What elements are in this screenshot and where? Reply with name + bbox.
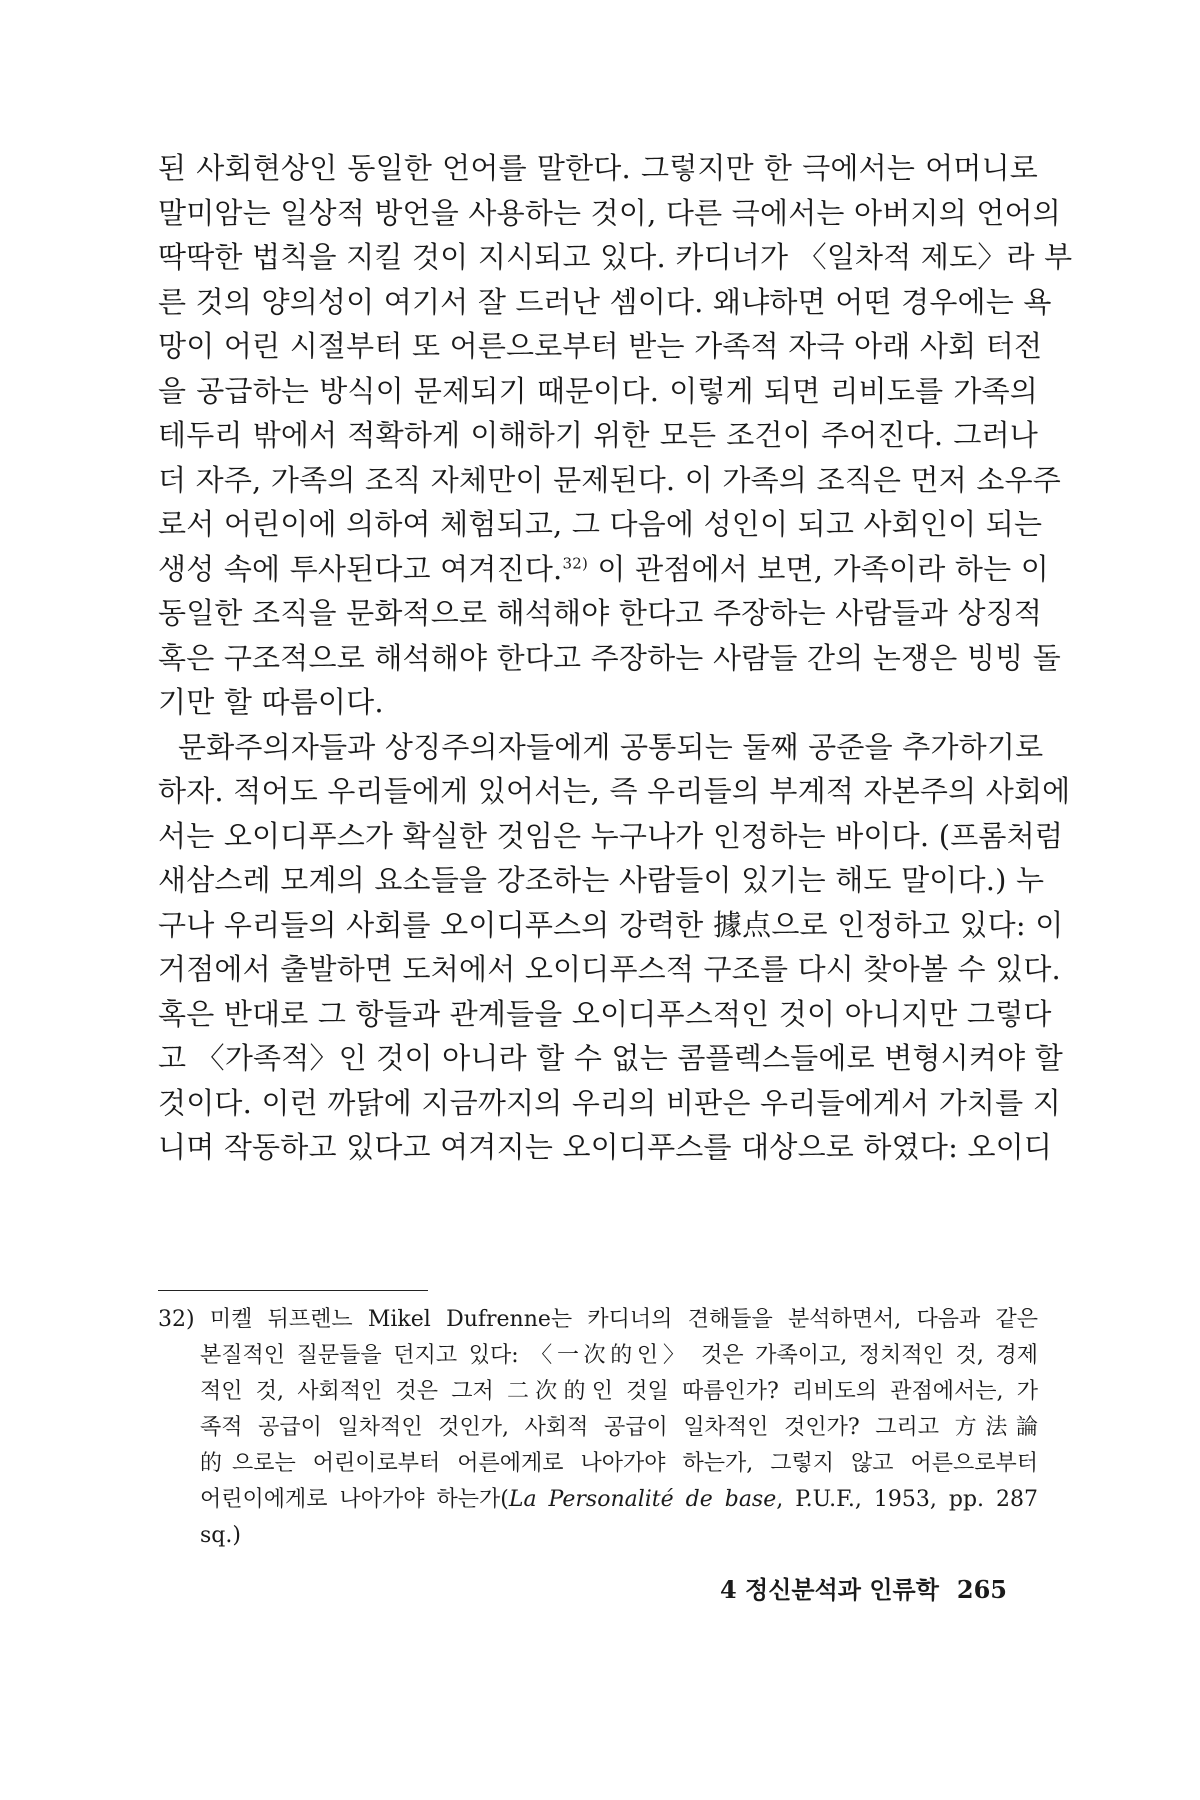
footnote-line: 적인 것, 사회적인 것은 그저 二次的인 것일 따름인가? 리비도의 관점에서는, 가 — [200, 1379, 1038, 1404]
text-line: 로서 어린이에 의하여 체험되고, 그 다음에 성인이 되고 사회인이 되는 — [158, 507, 1043, 541]
footnote-segment: , P.U.F., 1953, pp. 287 — [776, 1487, 1038, 1512]
text-line: 말미암는 일상적 방언을 사용하는 것이, 다른 극에서는 아버지의 언어의 — [158, 195, 1061, 230]
text-line: 동일한 조직을 문화적으로 해석해야 한다고 주장하는 사람들과 상징적 — [158, 596, 1043, 630]
text-line: 테두리 밖에서 적확하게 이해하기 위한 모든 조건이 주어진다. 그러나 — [158, 418, 1038, 452]
main-text — [158, 146, 1073, 1170]
text-line: 된 사회현상인 동일한 언어를 말한다. 그렇지만 한 극에서는 어머니로 — [158, 151, 1038, 185]
text-line: 혹은 반대로 그 항들과 관계들을 오이디푸스적인 것이 아니지만 그렇다 — [158, 996, 1052, 1031]
footnote-line: 족적 공급이 일차적인 것인가, 사회적 공급이 일차적인 것인가? 그리고 方法論 — [200, 1415, 1038, 1440]
page-number: 265 — [956, 1575, 1007, 1604]
text-line: 거점에서 출발하면 도처에서 오이디푸스적 구조를 다시 찾아볼 수 있다. — [158, 952, 1061, 986]
text-line-with-footnote-ref — [158, 547, 1049, 592]
text-line: 것이다. 이런 까닭에 지금까지의 우리의 비판은 우리들에게서 가치를 지 — [158, 1085, 1061, 1120]
footnote-line: 본질적인 질문들을 던지고 있다: 〈一次的인〉 것은 가족이고, 정치적인 것, 경제 — [200, 1343, 1038, 1368]
text-line: 니며 작동하고 있다고 여겨지는 오이디푸스를 대상으로 하였다: 오이디 — [158, 1130, 1053, 1164]
text-line: 른 것의 양의성이 여기서 잘 드러난 셈이다. 왜냐하면 어떤 경우에는 욕 — [158, 284, 1052, 319]
chapter-title: 4 정신분석과 인류학 — [720, 1575, 939, 1604]
footnote — [158, 1302, 1038, 1554]
text-line: 하자. 적어도 우리들에게 있어서는, 즉 우리들의 부계적 자본주의 사회에 — [158, 774, 1071, 808]
text-line: 더 자주, 가족의 조직 자체만이 문제된다. 이 가족의 조직은 먼저 소우주 — [158, 462, 1062, 497]
page-footer — [720, 1570, 1007, 1605]
text-segment: 생성 속에 투사된다고 여겨진다. — [158, 551, 563, 586]
paragraph-end-line: 기만 할 따름이다. — [158, 685, 384, 719]
text-line: 새삼스레 모계의 요소들을 강조하는 사람들이 있기는 해도 말이다.) 누 — [158, 863, 1045, 897]
text-line: 을 공급하는 방식이 문제되기 때문이다. 이렇게 되면 리비도를 가족의 — [158, 373, 1038, 408]
footnote-line: 32) 미켈 뒤프렌느 Mikel Dufrenne는 카디너의 견해들을 분석하면서, 다음과 같은 — [158, 1307, 1038, 1332]
footnote-divider — [158, 1290, 428, 1291]
book-title: La Personalité de base — [508, 1487, 777, 1512]
text-line: 구나 우리들의 사회를 오이디푸스의 강력한 據点으로 인정하고 있다: 이 — [158, 907, 1064, 942]
footnote-line: 的으로는 어린이로부터 어른에게로 나아가야 하는가, 그렇지 않고 어른으로부터 — [200, 1451, 1038, 1476]
footnote-reference[interactable]: 32) — [562, 553, 589, 572]
text-line: 혹은 구조적으로 해석해야 한다고 주장하는 사람들 간의 논쟁은 빙빙 돌 — [158, 640, 1061, 675]
text-segment: 이 관점에서 보면, 가족이라 하는 이 — [588, 551, 1049, 586]
paragraph-start-line: 문화주의자들과 상징주의자들에게 공통되는 둘째 공준을 추가하기로 — [178, 729, 1044, 764]
text-line: 서는 오이디푸스가 확실한 것임은 누구나가 인정하는 바이다. (프롬처럼 — [158, 818, 1064, 853]
footnote-segment: 어린이에게로 나아가야 하는가( — [200, 1487, 509, 1512]
footnote-line: sq.) — [200, 1523, 241, 1548]
footnote-line-citation — [158, 1482, 1038, 1518]
text-line: 고 〈가족적〉인 것이 아니라 할 수 없는 콤플렉스들에로 변형시켜야 할 — [158, 1041, 1063, 1075]
text-line: 딱딱한 법칙을 지킬 것이 지시되고 있다. 카디너가 〈일차적 제도〉라 부 — [158, 240, 1073, 274]
text-line: 망이 어린 시절부터 또 어른으로부터 받는 가족적 자극 아래 사회 터전 — [158, 329, 1043, 363]
